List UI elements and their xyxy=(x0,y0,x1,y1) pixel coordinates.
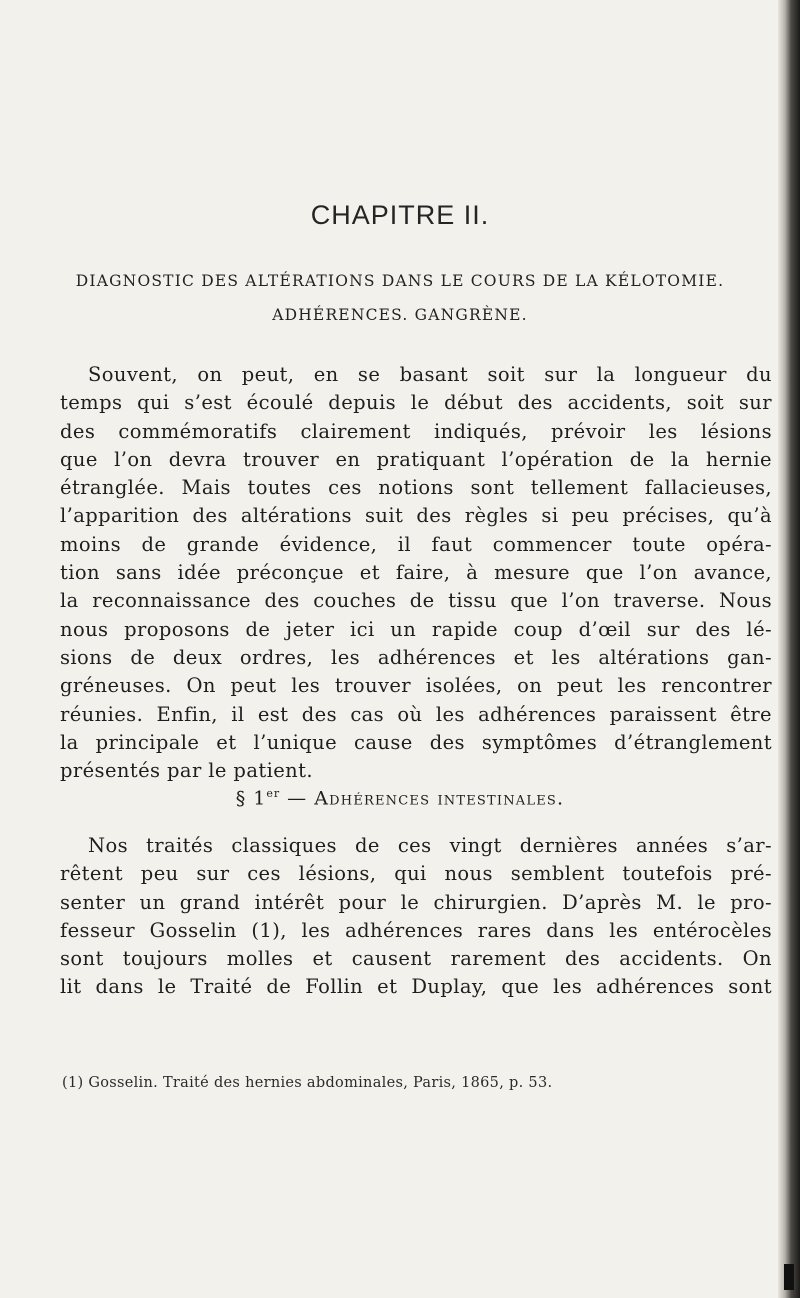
text-line: sont toujours molles et causent rarement des accidents. On xyxy=(60,947,772,971)
chapter-subtitle-line-2: ADHÉRENCES. GANGRÈNE. xyxy=(272,306,528,324)
text-line: sions de deux ordres, les adhérences et les altérations gan- xyxy=(60,645,772,669)
text-line: rêtent peu sur ces lésions, qui nous semblent toutefois pré- xyxy=(60,862,772,886)
text-line: moins de grande évidence, il faut commencer toute opéra- xyxy=(60,532,772,556)
text-line: Souvent, on peut, en se basant soit sur la longueur du xyxy=(88,363,772,386)
text-line: temps qui s’est écoulé depuis le début des accidents, soit sur xyxy=(60,391,772,415)
page-edge-shadow xyxy=(778,0,800,1298)
chapter-subtitle-line-1: DIAGNOSTIC DES ALTÉRATIONS DANS LE COURS DE LA KÉLOTOMIE. xyxy=(75,272,725,290)
text-line: la reconnaissance des couches de tissu que l’on traverse. Nous xyxy=(60,589,772,613)
text-line: Nos traités classiques de ces vingt dernières années s’ar- xyxy=(88,834,772,857)
edge-mark xyxy=(784,1264,794,1290)
chapter-title: CHAPITRE II. xyxy=(310,200,490,230)
text-line: nous proposons de jeter ici un rapide coup d’œil sur des lé- xyxy=(60,617,772,641)
section-title: Adhérences intestinales. xyxy=(314,787,565,810)
text-line: présentés par le patient. xyxy=(60,759,313,783)
section-heading xyxy=(0,787,800,809)
text-line: des commémoratifs clairement indiqués, prévoir les lésions xyxy=(60,419,772,443)
text-line: étranglée. Mais toutes ces notions sont tellement fallacieuses, xyxy=(60,476,772,500)
text-line: que l’on devra trouver en pratiquant l’opération de la hernie xyxy=(60,447,772,471)
footnote: (1) Gosselin. Traité des hernies abdominales, Paris, 1865, p. 53. xyxy=(62,1075,553,1091)
section-symbol: § 1 xyxy=(235,787,267,810)
section-dash: — xyxy=(280,787,315,810)
section-ordinal: er xyxy=(266,787,281,800)
text-line: lit dans le Traité de Follin et Duplay, que les adhérences sont xyxy=(60,975,772,999)
text-line: fesseur Gosselin (1), les adhérences rares dans les entérocèles xyxy=(60,918,772,942)
paragraph-section-1 xyxy=(60,832,772,1002)
text-line: tion sans idée préconçue et faire, à mesure que l’on avance, xyxy=(60,561,772,585)
paragraph-intro xyxy=(60,361,772,785)
text-line: senter un grand intérêt pour le chirurgien. D’après M. le pro- xyxy=(60,890,772,914)
text-line: l’apparition des altérations suit des règles si peu précises, qu’à xyxy=(60,504,772,528)
text-line: réunies. Enfin, il est des cas où les adhérences paraissent être xyxy=(60,702,772,726)
text-line: la principale et l’unique cause des symptômes d’étranglement xyxy=(60,730,772,754)
text-line: gréneuses. On peut les trouver isolées, on peut les rencontrer xyxy=(60,674,772,698)
